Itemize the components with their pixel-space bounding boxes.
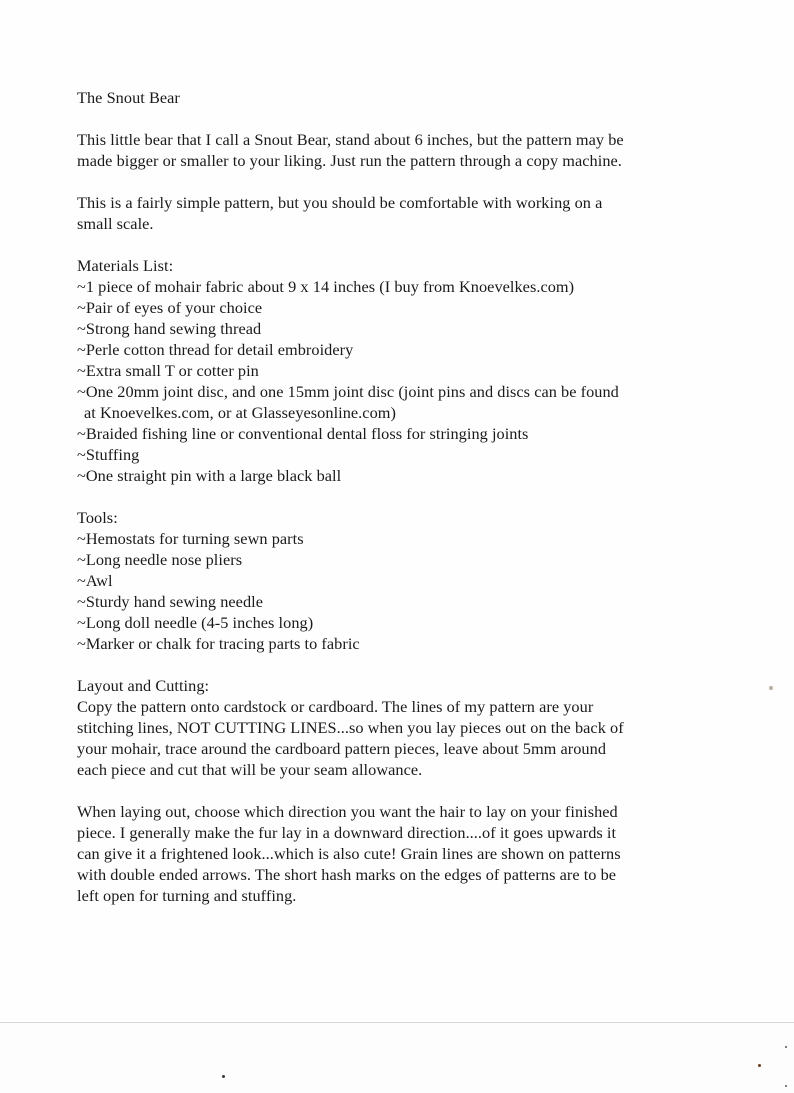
direction-line: left open for turning and stuffing.: [77, 886, 297, 905]
tools-section: [77, 507, 717, 654]
layout-heading: Layout and Cutting:: [77, 676, 210, 695]
materials-item-continued: at Knoevelkes.com, or at Glasseyesonline.com): [84, 403, 396, 422]
tools-heading: Tools:: [77, 508, 118, 527]
layout-line: your mohair, trace around the cardboard pattern pieces, leave about 5mm around: [77, 739, 607, 758]
direction-line: can give it a frightened look...which is also cute! Grain lines are shown on patterns: [77, 844, 621, 863]
materials-heading: Materials List:: [77, 256, 174, 275]
layout-line: each piece and cut that will be your seam allowance.: [77, 760, 423, 779]
materials-item: ~One straight pin with a large black ball: [77, 466, 342, 485]
direction-line: piece. I generally make the fur lay in a downward direction....of it goes upwards it: [77, 823, 617, 842]
intro-line: This little bear that I call a Snout Bear, stand about 6 inches, but the pattern may be: [77, 130, 624, 149]
document-body: [77, 87, 717, 906]
direction-paragraph: [77, 801, 717, 906]
intro-paragraph: [77, 129, 717, 171]
materials-section: [77, 255, 717, 486]
intro-line: made bigger or smaller to your liking. Just run the pattern through a copy machine.: [77, 151, 622, 170]
materials-item: ~Stuffing: [77, 445, 140, 464]
tools-item: ~Marker or chalk for tracing parts to fabric: [77, 634, 360, 653]
materials-item: ~Extra small T or cotter pin: [77, 361, 259, 380]
scan-speck: [769, 686, 773, 690]
tools-item: ~Hemostats for turning sewn parts: [77, 529, 304, 548]
materials-item: ~Perle cotton thread for detail embroidery: [77, 340, 354, 359]
scan-speck: [785, 1085, 787, 1087]
tools-item: ~Sturdy hand sewing needle: [77, 592, 263, 611]
tools-item: ~Awl: [77, 571, 113, 590]
scan-speck: [758, 1064, 761, 1067]
tools-item: ~Long needle nose pliers: [77, 550, 243, 569]
materials-item: ~One 20mm joint disc, and one 15mm joint disc (joint pins and discs can be found: [77, 382, 619, 401]
scan-speck: [785, 1046, 787, 1048]
materials-item: ~Braided fishing line or conventional dental floss for stringing joints: [77, 424, 529, 443]
materials-item: ~1 piece of mohair fabric about 9 x 14 inches (I buy from Knoevelkes.com): [77, 277, 575, 296]
scan-speck: [222, 1075, 225, 1078]
note-paragraph: [77, 192, 717, 234]
note-line: This is a fairly simple pattern, but you should be comfortable with working on a: [77, 193, 603, 212]
document-title: The Snout Bear: [77, 88, 180, 107]
materials-item: ~Pair of eyes of your choice: [77, 298, 263, 317]
tools-item: ~Long doll needle (4-5 inches long): [77, 613, 314, 632]
layout-cutting-section: [77, 675, 717, 780]
direction-line: When laying out, choose which direction you want the hair to lay on your finished: [77, 802, 618, 821]
materials-item: ~Strong hand sewing thread: [77, 319, 262, 338]
layout-line: stitching lines, NOT CUTTING LINES...so when you lay pieces out on the back of: [77, 718, 624, 737]
layout-line: Copy the pattern onto cardstock or cardboard. The lines of my pattern are your: [77, 697, 594, 716]
direction-line: with double ended arrows. The short hash marks on the edges of patterns are to be: [77, 865, 617, 884]
note-line: small scale.: [77, 214, 154, 233]
